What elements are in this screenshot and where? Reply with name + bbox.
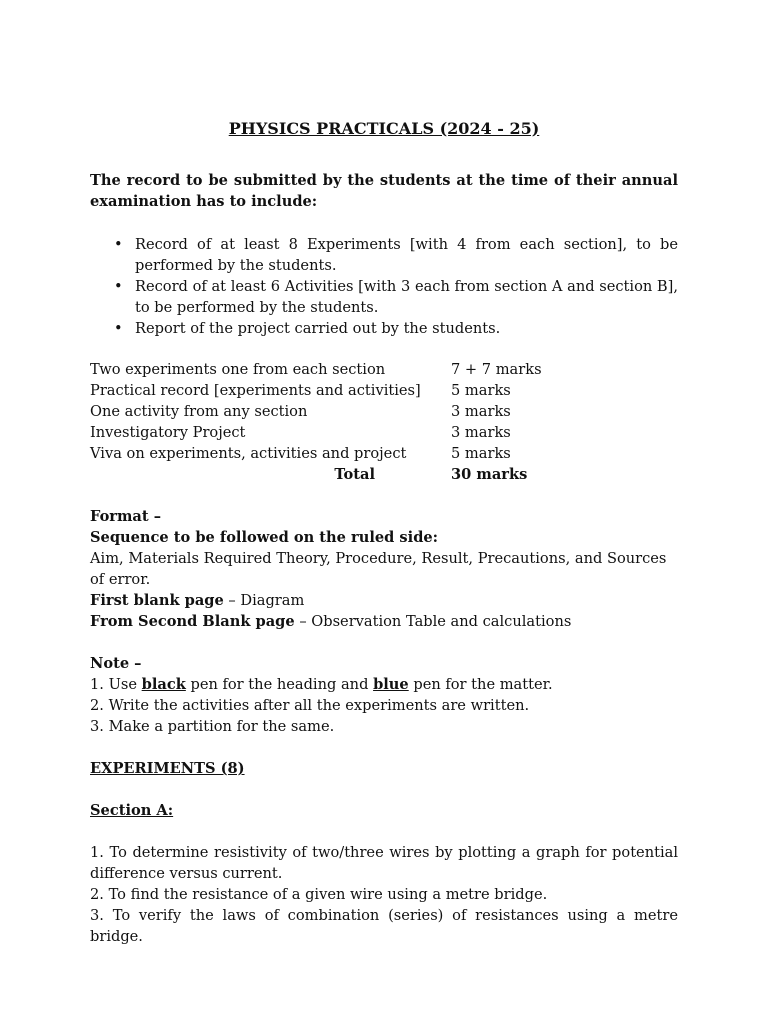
table-row	[90, 443, 678, 464]
blue-word: blue	[373, 676, 409, 693]
sequence-text: Aim, Materials Required Theory, Procedure, Result, Precautions, and Sources of error.	[90, 550, 667, 588]
second-blank-label: From Second Blank page	[90, 613, 295, 630]
note-heading: Note –	[90, 655, 142, 672]
format-section	[90, 506, 678, 632]
first-blank-text: – Diagram	[223, 592, 305, 609]
note-line-2: 2. Write the activities after all the experiments are written.	[90, 697, 530, 714]
intro-text: The record to be submitted by the students at the time of their annual examination has to include:	[90, 172, 678, 210]
table-row	[90, 422, 678, 443]
first-blank-line	[90, 590, 678, 611]
total-value: 30 marks	[451, 466, 528, 483]
marks-description: Two experiments one from each section	[90, 361, 386, 378]
note-line-1	[90, 674, 678, 695]
table-row	[90, 380, 678, 401]
list-item: 1. To determine resistivity of two/three wires by plotting a graph for potential difference versus current.	[90, 844, 678, 882]
note-section	[90, 653, 678, 737]
marks-description: One activity from any section	[90, 403, 308, 420]
note-text: pen for the matter.	[408, 676, 553, 693]
requirement-text: Report of the project carried out by the students.	[135, 320, 501, 337]
marks-description: Investigatory Project	[90, 424, 246, 441]
list-item	[114, 276, 678, 318]
total-label: Total	[334, 466, 375, 483]
second-blank-line	[90, 611, 678, 632]
requirements-list	[90, 234, 678, 339]
list-item	[114, 234, 678, 276]
note-line-3: 3. Make a partition for the same.	[90, 718, 335, 735]
section-a-list	[90, 842, 678, 947]
format-heading: Format –	[90, 508, 162, 525]
marks-value: 7 + 7 marks	[451, 361, 542, 378]
section-a-heading: Section A:	[90, 802, 174, 819]
note-text: pen for the heading and	[185, 676, 374, 693]
list-item: 3. To verify the laws of combination (series) of resistances using a metre bridge.	[90, 907, 678, 945]
note-text: 1. Use	[90, 676, 142, 693]
marks-description: Viva on experiments, activities and project	[90, 445, 407, 462]
marks-table	[90, 359, 678, 485]
document-page	[90, 116, 678, 947]
marks-value: 3 marks	[451, 424, 511, 441]
table-row	[90, 401, 678, 422]
total-row	[90, 464, 678, 485]
second-blank-text: – Observation Table and calculations	[294, 613, 572, 630]
marks-value: 3 marks	[451, 403, 511, 420]
marks-description: Practical record [experiments and activities]	[90, 382, 421, 399]
table-row	[90, 359, 678, 380]
bullet-icon: •	[114, 236, 123, 253]
list-item: 2. To find the resistance of a given wire using a metre bridge.	[90, 886, 548, 903]
page-title: PHYSICS PRACTICALS (2024 - 25)	[228, 119, 540, 138]
requirement-text: Record of at least 8 Experiments [with 4 from each section], to be performed by the students.	[135, 236, 678, 274]
sequence-label: Sequence to be followed on the ruled side:	[90, 529, 439, 546]
bullet-icon: •	[114, 278, 123, 295]
black-word: black	[141, 676, 186, 693]
requirement-text: Record of at least 6 Activities [with 3 each from section A and section B], to be performed by the students.	[135, 278, 678, 316]
list-item	[114, 318, 678, 339]
first-blank-label: First blank page	[90, 592, 224, 609]
bullet-icon: •	[114, 320, 123, 337]
experiments-heading: EXPERIMENTS (8)	[90, 760, 245, 777]
marks-value: 5 marks	[451, 445, 511, 462]
marks-value: 5 marks	[451, 382, 511, 399]
